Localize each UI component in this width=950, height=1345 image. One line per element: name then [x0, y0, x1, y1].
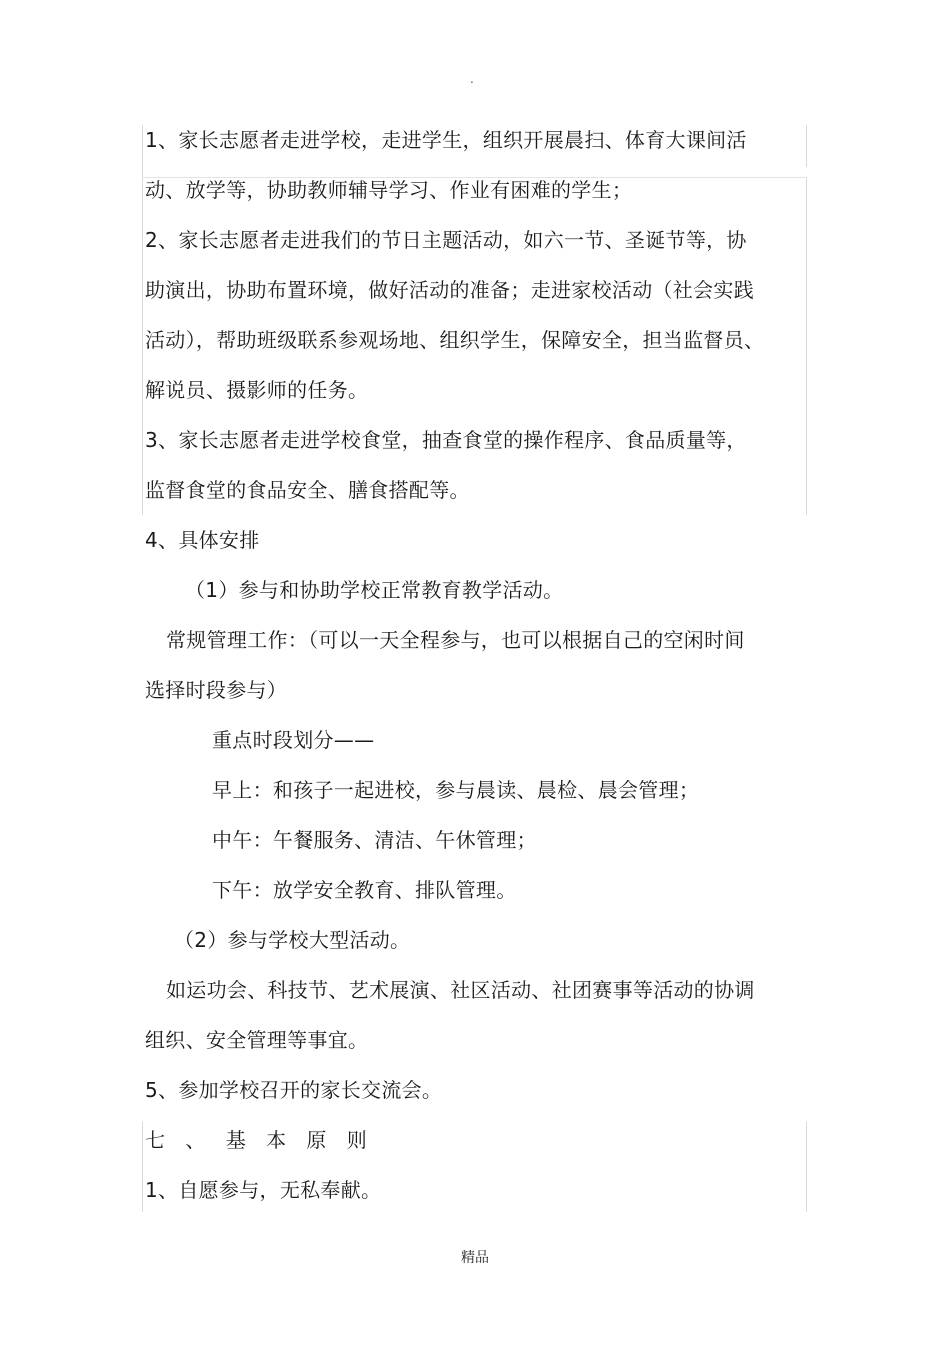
right-border-top-b — [806, 178, 807, 515]
period-afternoon: 下午：放学安全教育、排队管理。 — [212, 878, 517, 902]
text-line-1: 1、家长志愿者走进学校，走进学生，组织开展晨扫、体育大课间活 — [145, 128, 747, 152]
section-heading-5: 5、参加学校召开的家长交流会。 — [145, 1078, 443, 1102]
left-border-bottom — [142, 1122, 143, 1212]
section-heading-4: 4、具体安排 — [145, 528, 260, 552]
text-line-3: 2、家长志愿者走进我们的节日主题活动，如六一节、圣诞节等，协 — [145, 228, 747, 252]
sub-item-1: （1）参与和协助学校正常教育教学活动。 — [185, 578, 564, 602]
text-line-6: 解说员、摄影师的任务。 — [145, 378, 369, 402]
right-border-top-a — [806, 125, 807, 167]
text-line-4: 助演出，协助布置环境，做好活动的准备；走进家校活动（社会实践 — [145, 278, 754, 302]
text-line-11: 常规管理工作：（可以一天全程参与，也可以根据自己的空闲时间 — [166, 628, 745, 652]
left-border-top — [142, 125, 143, 515]
header-dot: . — [470, 72, 474, 86]
text-line-2: 动、放学等，协助教师辅导学习、作业有困难的学生； — [145, 178, 633, 202]
sub-item-2: （2）参与学校大型活动。 — [174, 928, 411, 952]
text-line-5: 活动），帮助班级联系参观场地、组织学生，保障安全，担当监督员、 — [145, 328, 765, 352]
chapter-heading-7: 七 、 基 本 原 则 — [145, 1128, 374, 1152]
right-border-bottom — [806, 1122, 807, 1212]
text-line-18: 如运功会、科技节、艺术展演、社区活动、社团赛事等活动的协调 — [166, 978, 755, 1002]
period-morning: 早上：和孩子一起进校，参与晨读、晨检、晨会管理； — [212, 778, 700, 802]
text-line-8: 监督食堂的食品安全、膳食搭配等。 — [145, 478, 470, 502]
footer-label: 精品 — [461, 1250, 489, 1266]
principle-1: 1、自愿参与，无私奉献。 — [145, 1178, 382, 1202]
period-noon: 中午：午餐服务、清洁、午休管理； — [212, 828, 537, 852]
period-heading: 重点时段划分—— — [212, 728, 375, 752]
text-line-12: 选择时段参与） — [145, 678, 288, 702]
text-line-7: 3、家长志愿者走进学校食堂，抽查食堂的操作程序、食品质量等， — [145, 428, 747, 452]
text-line-19: 组织、安全管理等事宜。 — [145, 1028, 369, 1052]
